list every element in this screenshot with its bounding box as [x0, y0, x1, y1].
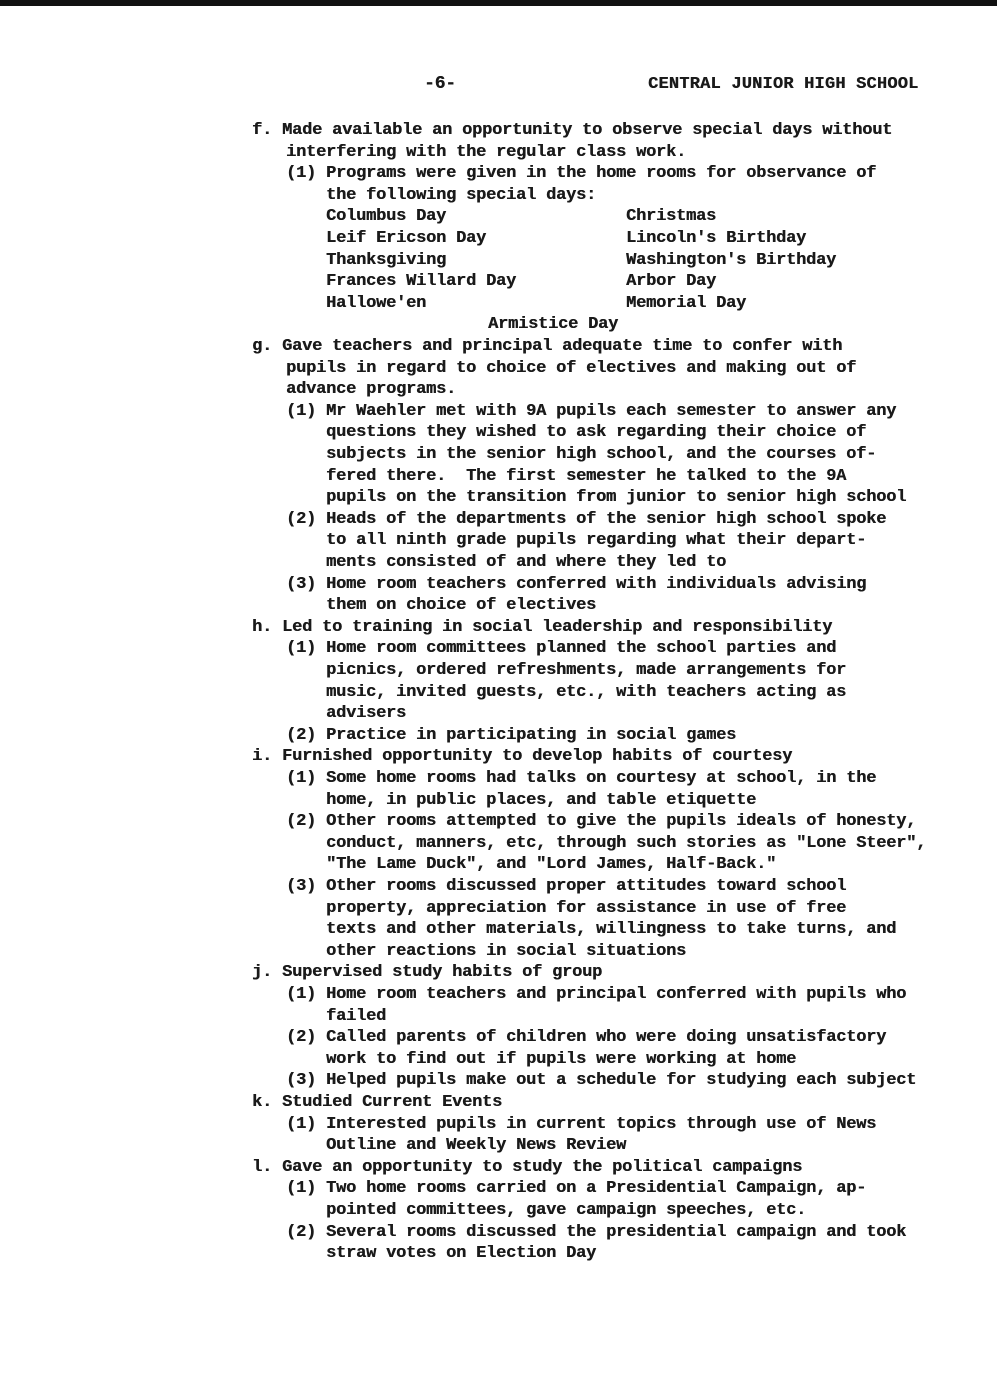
text-line: Lincoln's Birthday	[626, 229, 807, 248]
text-line: (3) Helped pupils make out a schedule for studying each subject	[286, 1071, 917, 1091]
text-line: the following special days:	[326, 185, 597, 205]
text-line: to all ninth grade pupils regarding what their depart-	[326, 531, 867, 551]
text-line: h. Led to training in social leadership and responsibility	[252, 617, 833, 637]
text-line: questions they wished to ask regarding their choice of	[326, 423, 867, 443]
text-line: music, invited guests, etc., with teachers acting as	[326, 682, 847, 702]
text-line: Memorial Day	[626, 293, 747, 313]
text-line: work to find out if pupils were working at home	[326, 1049, 797, 1069]
text-line: ments consisted of and where they led to	[326, 553, 727, 572]
page-number: -6-	[424, 74, 456, 94]
text-line: (2) Several rooms discussed the presidential campaign and took	[286, 1222, 907, 1242]
text-line: Outline and Weekly News Review	[326, 1136, 627, 1156]
text-line: (3) Home room teachers conferred with individuals advising	[286, 574, 867, 594]
text-line: l. Gave an opportunity to study the political campaigns	[252, 1157, 803, 1177]
text-line: Frances Willard Day	[326, 272, 517, 292]
text-line: Hallowe'en	[326, 293, 427, 313]
text-line: (1) Interested pupils in current topics through use of News	[286, 1114, 877, 1134]
text-line: Thanksgiving	[326, 250, 447, 270]
text-line: Washington's Birthday	[626, 250, 837, 270]
text-line: them on choice of electives	[326, 596, 597, 616]
text-line: picnics, ordered refreshments, made arrangements for	[326, 661, 847, 680]
text-line: j. Supervised study habits of group	[252, 963, 603, 983]
text-line: failed	[326, 1006, 387, 1026]
text-line: "The Lame Duck", and "Lord James, Half-Back."	[326, 855, 777, 875]
text-line: conduct, manners, etc, through such stories as "Lone Steer",	[326, 833, 927, 853]
text-line: home, in public places, and table etiquette	[326, 790, 757, 810]
text-line: (2) Practice in participating in social games	[286, 725, 737, 745]
text-line: subjects in the senior high school, and the courses of-	[326, 445, 877, 464]
text-line: (3) Other rooms discussed proper attitudes toward school	[286, 877, 847, 896]
text-line: straw votes on Election Day	[326, 1244, 597, 1264]
text-line: (1) Programs were given in the home rooms for observance of	[286, 164, 877, 184]
text-line: pupils on the transition from junior to senior high school	[326, 488, 907, 508]
text-line: pointed committees, gave campaign speeches, etc.	[326, 1201, 807, 1220]
text-line: k. Studied Current Events	[252, 1093, 503, 1112]
text-line: texts and other materials, willingness to take turns, and	[326, 920, 897, 940]
text-line: Columbus Day	[326, 207, 447, 227]
page-top-edge	[0, 0, 997, 6]
text-line: Leif Ericson Day	[326, 229, 487, 248]
text-line: i. Furnished opportunity to develop habits of courtesy	[252, 747, 793, 767]
text-line: Christmas	[626, 207, 717, 227]
text-line: (1) Home room teachers and principal conferred with pupils who	[286, 985, 907, 1004]
text-line: (2) Called parents of children who were doing unsatisfactory	[286, 1028, 887, 1048]
text-line: advisers	[326, 704, 407, 724]
text-line: (2) Other rooms attempted to give the pupils ideals of honesty,	[286, 812, 917, 832]
text-line: (1) Mr Waehler met with 9A pupils each semester to answer any	[286, 401, 897, 421]
text-line: other reactions in social situations	[326, 941, 687, 961]
text-line: f. Made available an opportunity to observe special days without	[252, 121, 893, 140]
text-line: interfering with the regular class work.	[286, 142, 687, 162]
text-line: (1) Some home rooms had talks on courtesy at school, in the	[286, 769, 877, 788]
text-line: (1) Home room committees planned the school parties and	[286, 639, 837, 659]
text-line: g. Gave teachers and principal adequate time to confer with	[252, 337, 843, 356]
school-name-header: CENTRAL JUNIOR HIGH SCHOOL	[648, 75, 919, 94]
text-line: pupils in regard to choice of electives and making out of	[286, 358, 857, 378]
text-line: (1) Two home rooms carried on a Presidential Campaign, ap-	[286, 1179, 867, 1199]
text-line: property, appreciation for assistance in use of free	[326, 898, 847, 918]
text-line: (2) Heads of the departments of the senior high school spoke	[286, 509, 887, 529]
text-line: Arbor Day	[626, 272, 717, 292]
text-line: advance programs.	[286, 380, 457, 400]
text-line: fered there. The first semester he talked to the 9A	[326, 466, 847, 486]
text-line: Armistice Day	[488, 315, 619, 335]
